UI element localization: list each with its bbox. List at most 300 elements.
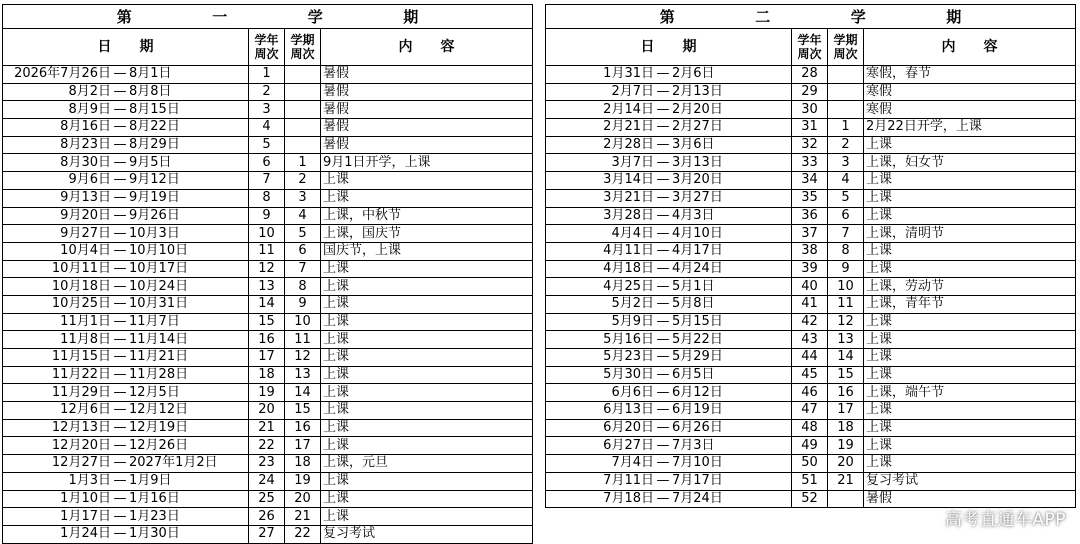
term-week-cell: 18 xyxy=(828,419,864,437)
content-cell: 暑假 xyxy=(321,101,533,119)
date-range-cell xyxy=(3,260,249,278)
table-row xyxy=(546,172,1076,190)
date-separator: — xyxy=(113,508,127,524)
date-separator: — xyxy=(656,225,670,241)
content-cell: 上课 xyxy=(321,295,533,313)
start-date: 10月4日 xyxy=(60,243,111,259)
table-row xyxy=(546,419,1076,437)
start-date: 8月9日 xyxy=(68,101,111,117)
start-date: 12月27日 xyxy=(51,455,111,471)
table-row xyxy=(546,66,1076,84)
date-separator: — xyxy=(656,190,670,206)
year-week-cell: 48 xyxy=(792,419,828,437)
date-range-cell xyxy=(3,119,249,137)
date-range-cell xyxy=(3,295,249,313)
start-date: 3月21日 xyxy=(603,190,654,206)
year-week-cell: 36 xyxy=(792,207,828,225)
year-week-cell: 31 xyxy=(792,119,828,137)
end-date: 5月15日 xyxy=(672,313,723,329)
year-week-cell: 32 xyxy=(792,136,828,154)
table-row xyxy=(546,331,1076,349)
term-week-cell: 6 xyxy=(828,207,864,225)
start-date: 3月14日 xyxy=(603,172,654,188)
term-week-cell: 8 xyxy=(828,242,864,260)
content-cell: 暑假 xyxy=(321,136,533,154)
end-date: 12月12日 xyxy=(129,402,189,418)
date-range-cell xyxy=(546,225,792,243)
content-cell: 寒假 xyxy=(864,83,1076,101)
term-week-cell: 22 xyxy=(285,525,321,543)
date-separator: — xyxy=(113,101,127,117)
start-date: 1月31日 xyxy=(603,66,654,82)
date-separator: — xyxy=(656,420,670,436)
start-date: 3月28日 xyxy=(603,207,654,223)
start-date: 5月16日 xyxy=(603,331,654,347)
date-separator: — xyxy=(656,437,670,453)
start-date: 5月9日 xyxy=(611,313,654,329)
date-separator: — xyxy=(113,243,127,259)
end-date: 6月26日 xyxy=(672,420,723,436)
date-separator: — xyxy=(113,66,127,82)
date-range-cell xyxy=(3,278,249,296)
term-week-cell: 15 xyxy=(285,402,321,420)
start-date: 6月27日 xyxy=(603,437,654,453)
date-separator: — xyxy=(113,296,127,312)
content-cell: 上课 xyxy=(321,472,533,490)
end-date: 12月26日 xyxy=(129,437,189,453)
term-week-cell: 19 xyxy=(828,437,864,455)
end-date: 4月10日 xyxy=(672,225,723,241)
date-separator: — xyxy=(656,313,670,329)
date-range-cell xyxy=(3,136,249,154)
content-cell: 上课 xyxy=(864,455,1076,473)
date-separator: — xyxy=(113,331,127,347)
year-week-cell: 25 xyxy=(249,490,285,508)
date-range-cell xyxy=(546,207,792,225)
end-date: 3月6日 xyxy=(672,137,715,153)
term-week-cell: 18 xyxy=(285,455,321,473)
start-date: 10月11日 xyxy=(51,260,111,276)
year-week-cell: 28 xyxy=(792,66,828,84)
content-cell: 上课，劳动节 xyxy=(864,278,1076,296)
date-range-cell xyxy=(3,490,249,508)
term-week-cell: 1 xyxy=(285,154,321,172)
term-week-cell: 11 xyxy=(285,331,321,349)
end-date: 11月28日 xyxy=(129,367,189,383)
content-cell: 上课 xyxy=(321,189,533,207)
start-date: 12月20日 xyxy=(51,437,111,453)
date-range-cell xyxy=(546,295,792,313)
date-separator: — xyxy=(656,490,670,506)
term-week-cell: 4 xyxy=(285,207,321,225)
start-date: 9月27日 xyxy=(60,225,111,241)
term-week-cell: 2 xyxy=(828,136,864,154)
content-cell: 上课 xyxy=(864,402,1076,420)
date-header: 日 期 xyxy=(546,29,792,66)
start-date: 8月30日 xyxy=(60,154,111,170)
date-range-cell xyxy=(3,508,249,526)
year-week-cell: 42 xyxy=(792,313,828,331)
table-row xyxy=(546,225,1076,243)
content-cell: 2月22日开学，上课 xyxy=(864,119,1076,137)
term-week-cell: 4 xyxy=(828,172,864,190)
table-row xyxy=(3,66,533,84)
date-range-cell xyxy=(546,101,792,119)
table-row xyxy=(546,278,1076,296)
start-date: 7月18日 xyxy=(603,490,654,506)
content-cell: 上课 xyxy=(864,260,1076,278)
year-week-cell: 21 xyxy=(249,419,285,437)
term-week-cell: 10 xyxy=(285,313,321,331)
start-date: 2月14日 xyxy=(603,101,654,117)
table-row xyxy=(546,101,1076,119)
term-week-cell: 14 xyxy=(285,384,321,402)
date-separator: — xyxy=(656,84,670,100)
year-week-cell: 15 xyxy=(249,313,285,331)
date-range-cell xyxy=(3,313,249,331)
table-row xyxy=(3,419,533,437)
term-week-cell: 13 xyxy=(285,366,321,384)
table-row xyxy=(3,525,533,543)
date-separator: — xyxy=(656,172,670,188)
end-date: 5月29日 xyxy=(672,349,723,365)
date-range-cell xyxy=(546,154,792,172)
end-date: 3月13日 xyxy=(672,154,723,170)
end-date: 1月9日 xyxy=(129,473,172,489)
table-row xyxy=(546,384,1076,402)
year-week-cell: 34 xyxy=(792,172,828,190)
term-week-cell: 12 xyxy=(828,313,864,331)
table-row xyxy=(546,349,1076,367)
date-separator: — xyxy=(656,473,670,489)
content-cell: 上课 xyxy=(321,366,533,384)
table-row xyxy=(546,366,1076,384)
term-week-cell xyxy=(828,83,864,101)
content-cell: 上课 xyxy=(321,349,533,367)
content-cell: 9月1日开学，上课 xyxy=(321,154,533,172)
year-week-cell: 40 xyxy=(792,278,828,296)
table-row xyxy=(3,508,533,526)
year-week-header: 学年周次 xyxy=(249,29,285,66)
year-week-cell: 50 xyxy=(792,455,828,473)
term-week-cell: 11 xyxy=(828,295,864,313)
start-date: 2026年7月26日 xyxy=(14,66,111,82)
start-date: 2月28日 xyxy=(603,137,654,153)
table-row xyxy=(3,331,533,349)
content-cell: 上课 xyxy=(321,384,533,402)
start-date: 5月30日 xyxy=(603,367,654,383)
date-range-cell xyxy=(546,83,792,101)
content-cell: 上课 xyxy=(864,313,1076,331)
end-date: 8月15日 xyxy=(129,101,180,117)
year-week-cell: 9 xyxy=(249,207,285,225)
table-row xyxy=(546,295,1076,313)
end-date: 7月24日 xyxy=(672,490,723,506)
term-week-cell: 13 xyxy=(828,331,864,349)
start-date: 3月7日 xyxy=(611,154,654,170)
start-date: 4月4日 xyxy=(611,225,654,241)
term-week-cell: 2 xyxy=(285,172,321,190)
year-week-cell: 8 xyxy=(249,189,285,207)
date-separator: — xyxy=(113,490,127,506)
table-row xyxy=(3,242,533,260)
date-range-cell xyxy=(546,260,792,278)
date-separator: — xyxy=(113,119,127,135)
table-row xyxy=(3,295,533,313)
semester-title xyxy=(546,5,1076,29)
start-date: 11月22日 xyxy=(51,367,111,383)
table-row xyxy=(3,490,533,508)
title-char: 二 xyxy=(755,7,771,26)
content-cell: 上课 xyxy=(321,172,533,190)
end-date: 8月1日 xyxy=(129,66,172,82)
date-separator: — xyxy=(113,190,127,206)
end-date: 1月30日 xyxy=(129,526,180,542)
date-range-cell xyxy=(546,242,792,260)
table-row xyxy=(3,260,533,278)
year-week-cell: 1 xyxy=(249,66,285,84)
term-week-cell: 9 xyxy=(828,260,864,278)
end-date: 10月24日 xyxy=(129,278,189,294)
term-week-cell: 8 xyxy=(285,278,321,296)
end-date: 7月10日 xyxy=(672,455,723,471)
year-week-cell: 11 xyxy=(249,242,285,260)
title-char: 第 xyxy=(116,7,132,26)
date-separator: — xyxy=(656,331,670,347)
title-char: 一 xyxy=(212,7,228,26)
start-date: 10月18日 xyxy=(51,278,111,294)
term-week-cell xyxy=(285,83,321,101)
table-row xyxy=(3,349,533,367)
term-week-cell: 3 xyxy=(285,189,321,207)
year-week-cell: 19 xyxy=(249,384,285,402)
table-row xyxy=(546,83,1076,101)
year-week-cell: 27 xyxy=(249,525,285,543)
table-row xyxy=(546,154,1076,172)
date-separator: — xyxy=(113,473,127,489)
table-row xyxy=(3,189,533,207)
term-week-cell xyxy=(285,136,321,154)
date-range-cell xyxy=(3,437,249,455)
content-cell: 上课，端午节 xyxy=(864,384,1076,402)
date-separator: — xyxy=(656,207,670,223)
term-week-cell xyxy=(828,101,864,119)
date-range-cell xyxy=(546,119,792,137)
date-separator: — xyxy=(113,455,127,471)
year-week-cell: 6 xyxy=(249,154,285,172)
content-cell: 上课 xyxy=(864,207,1076,225)
title-char: 第 xyxy=(659,7,675,26)
content-cell: 上课，清明节 xyxy=(864,225,1076,243)
year-week-cell: 39 xyxy=(792,260,828,278)
date-separator: — xyxy=(113,260,127,276)
year-week-cell: 13 xyxy=(249,278,285,296)
date-range-cell xyxy=(3,402,249,420)
date-range-cell xyxy=(546,66,792,84)
start-date: 1月17日 xyxy=(60,508,111,524)
table-row xyxy=(546,207,1076,225)
date-separator: — xyxy=(656,278,670,294)
table-row xyxy=(546,437,1076,455)
date-separator: — xyxy=(656,260,670,276)
start-date: 8月23日 xyxy=(60,137,111,153)
table-row xyxy=(546,242,1076,260)
date-separator: — xyxy=(656,402,670,418)
start-date: 2月21日 xyxy=(603,119,654,135)
date-range-cell xyxy=(3,384,249,402)
end-date: 5月1日 xyxy=(672,278,715,294)
end-date: 1月23日 xyxy=(129,508,180,524)
date-range-cell xyxy=(546,172,792,190)
date-range-cell xyxy=(546,490,792,508)
start-date: 9月13日 xyxy=(60,190,111,206)
start-date: 2月7日 xyxy=(611,84,654,100)
content-cell: 暑假 xyxy=(321,66,533,84)
date-range-cell xyxy=(546,402,792,420)
start-date: 11月29日 xyxy=(51,384,111,400)
table-row xyxy=(546,119,1076,137)
end-date: 11月7日 xyxy=(129,313,180,329)
content-cell: 上课 xyxy=(321,402,533,420)
table-row xyxy=(3,207,533,225)
year-week-cell: 7 xyxy=(249,172,285,190)
table-row xyxy=(3,101,533,119)
content-cell: 上课 xyxy=(321,260,533,278)
date-range-cell xyxy=(546,366,792,384)
content-cell: 暑假 xyxy=(864,490,1076,508)
year-week-cell: 16 xyxy=(249,331,285,349)
end-date: 10月17日 xyxy=(129,260,189,276)
content-cell: 上课，中秋节 xyxy=(321,207,533,225)
date-separator: — xyxy=(113,225,127,241)
end-date: 4月17日 xyxy=(672,243,723,259)
end-date: 10月31日 xyxy=(129,296,189,312)
date-separator: — xyxy=(113,402,127,418)
year-week-cell: 43 xyxy=(792,331,828,349)
year-week-cell: 12 xyxy=(249,260,285,278)
table-row xyxy=(3,384,533,402)
date-separator: — xyxy=(113,137,127,153)
end-date: 11月14日 xyxy=(129,331,189,347)
term-week-header: 学期周次 xyxy=(285,29,321,66)
date-range-cell xyxy=(3,242,249,260)
content-cell: 上课 xyxy=(864,189,1076,207)
end-date: 12月19日 xyxy=(129,420,189,436)
start-date: 11月8日 xyxy=(60,331,111,347)
content-header: 内 容 xyxy=(864,29,1076,66)
content-cell: 上课 xyxy=(321,437,533,455)
end-date: 1月16日 xyxy=(129,490,180,506)
end-date: 6月5日 xyxy=(672,367,715,383)
table-row xyxy=(3,172,533,190)
date-range-cell xyxy=(546,455,792,473)
term-week-cell: 15 xyxy=(828,366,864,384)
year-week-cell: 24 xyxy=(249,472,285,490)
content-cell: 寒假，春节 xyxy=(864,66,1076,84)
year-week-cell: 22 xyxy=(249,437,285,455)
start-date: 7月4日 xyxy=(611,455,654,471)
content-cell: 暑假 xyxy=(321,119,533,137)
year-week-cell: 18 xyxy=(249,366,285,384)
content-cell: 上课 xyxy=(864,136,1076,154)
date-separator: — xyxy=(113,278,127,294)
year-week-cell: 38 xyxy=(792,242,828,260)
content-cell: 上课 xyxy=(321,508,533,526)
end-date: 10月3日 xyxy=(129,225,180,241)
date-separator: — xyxy=(113,84,127,100)
term-week-cell: 3 xyxy=(828,154,864,172)
title-char: 期 xyxy=(946,7,962,26)
end-date: 7月17日 xyxy=(672,473,723,489)
term-week-cell: 7 xyxy=(285,260,321,278)
start-date: 4月11日 xyxy=(603,243,654,259)
start-date: 6月6日 xyxy=(611,384,654,400)
content-cell: 上课 xyxy=(864,419,1076,437)
content-cell: 上课，青年节 xyxy=(864,295,1076,313)
date-separator: — xyxy=(113,349,127,365)
term-week-cell: 16 xyxy=(285,419,321,437)
content-cell: 上课 xyxy=(321,419,533,437)
end-date: 2月6日 xyxy=(672,66,715,82)
table-row xyxy=(3,437,533,455)
term-week-cell: 5 xyxy=(285,225,321,243)
date-range-cell xyxy=(546,313,792,331)
date-separator: — xyxy=(113,367,127,383)
start-date: 8月16日 xyxy=(60,119,111,135)
watermark: 高考直通车APP xyxy=(944,510,1066,530)
content-cell: 上课 xyxy=(321,313,533,331)
date-range-cell xyxy=(3,472,249,490)
term-week-cell: 6 xyxy=(285,242,321,260)
date-separator: — xyxy=(113,172,127,188)
content-cell: 国庆节，上课 xyxy=(321,242,533,260)
date-separator: — xyxy=(656,119,670,135)
date-range-cell xyxy=(546,384,792,402)
year-week-cell: 44 xyxy=(792,349,828,367)
term-week-cell: 17 xyxy=(828,402,864,420)
table-row xyxy=(546,136,1076,154)
year-week-cell: 3 xyxy=(249,101,285,119)
year-week-cell: 33 xyxy=(792,154,828,172)
table-row xyxy=(546,455,1076,473)
year-week-cell: 51 xyxy=(792,472,828,490)
content-cell: 上课 xyxy=(864,242,1076,260)
content-cell: 上课 xyxy=(864,437,1076,455)
term-week-cell: 14 xyxy=(828,349,864,367)
date-separator: — xyxy=(656,296,670,312)
start-date: 4月18日 xyxy=(603,260,654,276)
year-week-cell: 47 xyxy=(792,402,828,420)
semester-title xyxy=(3,5,533,29)
date-separator: — xyxy=(656,367,670,383)
date-range-cell xyxy=(3,419,249,437)
content-cell: 上课，国庆节 xyxy=(321,225,533,243)
second-semester-table xyxy=(545,4,1076,508)
date-separator: — xyxy=(656,243,670,259)
term-week-cell: 1 xyxy=(828,119,864,137)
year-week-cell: 49 xyxy=(792,437,828,455)
date-range-cell xyxy=(3,349,249,367)
term-week-cell xyxy=(828,66,864,84)
year-week-cell: 37 xyxy=(792,225,828,243)
end-date: 10月10日 xyxy=(129,243,189,259)
date-separator: — xyxy=(113,420,127,436)
content-cell: 上课 xyxy=(864,366,1076,384)
table-row xyxy=(546,472,1076,490)
date-separator: — xyxy=(113,207,127,223)
term-week-cell xyxy=(285,66,321,84)
content-cell: 上课 xyxy=(864,172,1076,190)
